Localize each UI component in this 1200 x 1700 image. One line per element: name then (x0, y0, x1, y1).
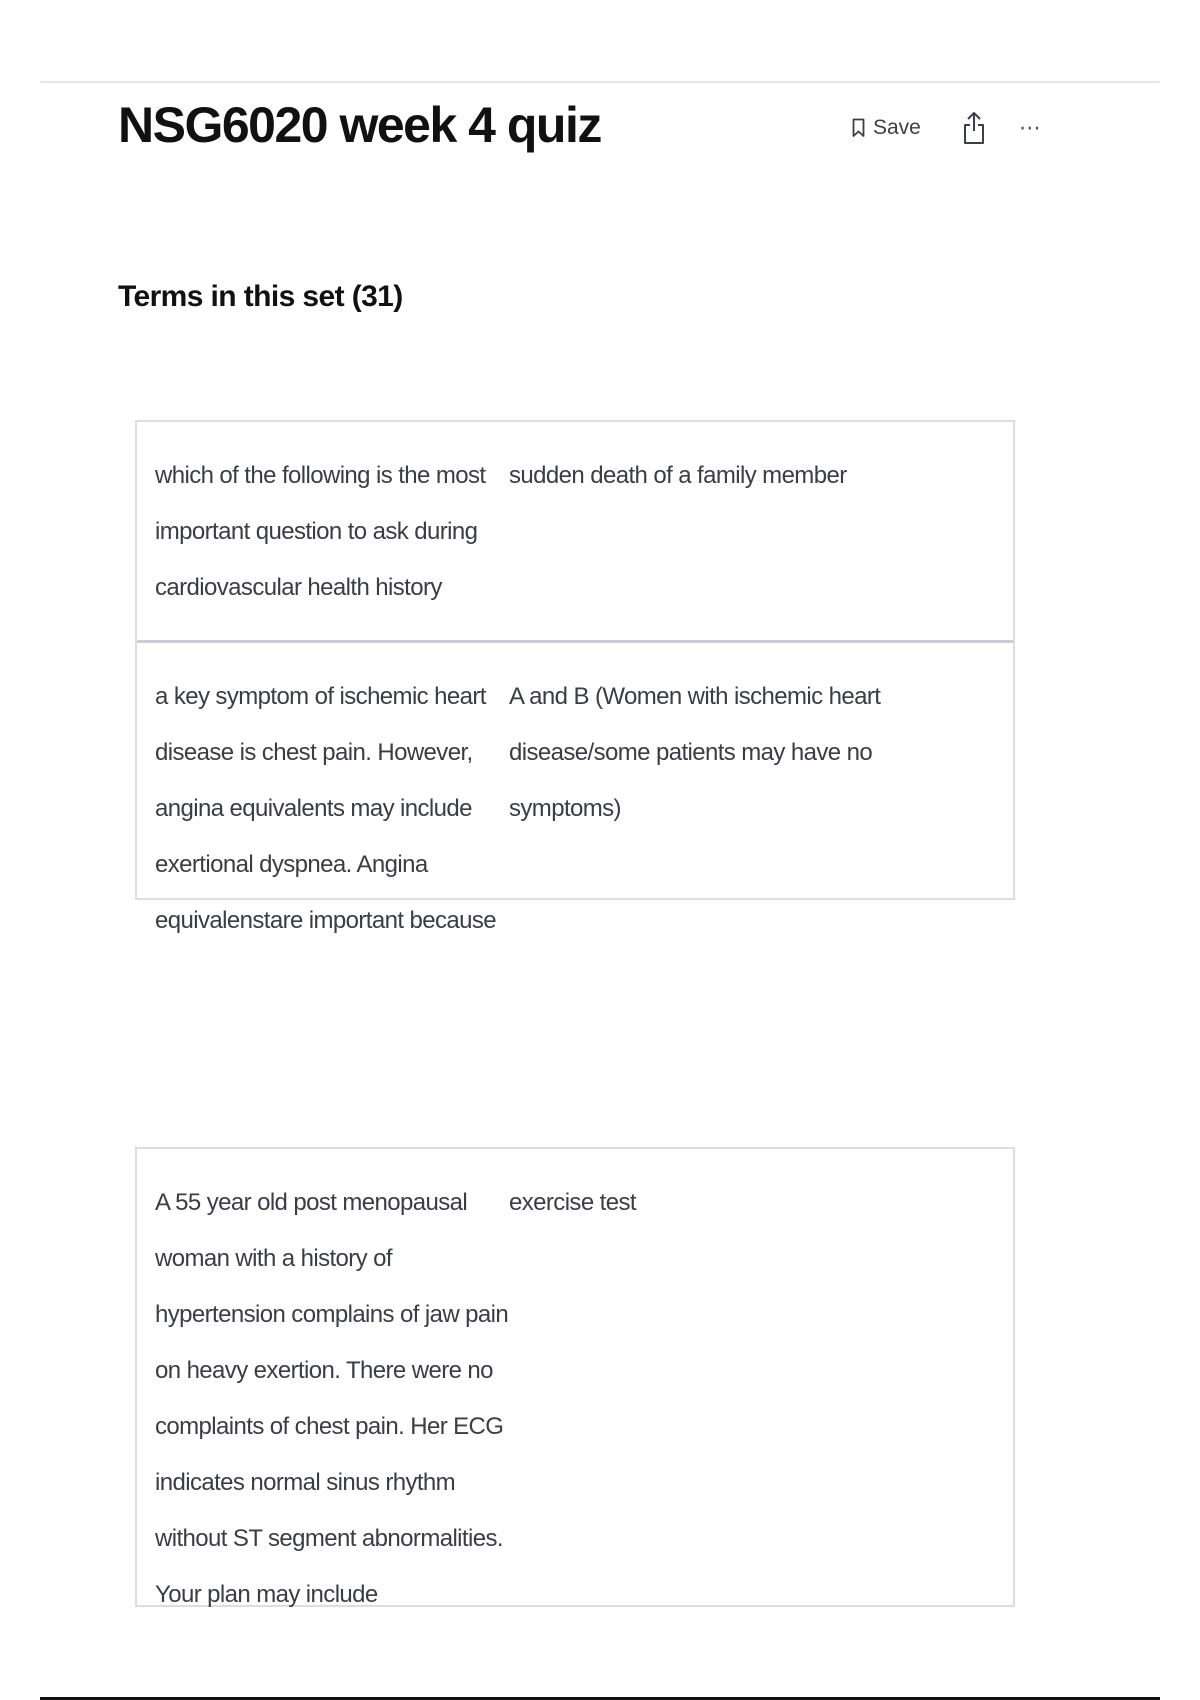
definition-text: A and B (Women with ischemic heart disease/some patients may have no symptoms) (509, 683, 881, 822)
term-row[interactable] (137, 1149, 1013, 1647)
definition-text: sudden death of a family member (509, 462, 847, 489)
terms-heading: Terms in this set (31) (118, 280, 403, 313)
save-label: Save (873, 116, 921, 139)
share-icon (963, 111, 985, 145)
term-card (135, 420, 1015, 934)
header-actions (852, 108, 1042, 148)
save-button[interactable] (852, 116, 921, 140)
term-row[interactable] (137, 640, 1013, 973)
term-card (135, 1147, 1015, 1607)
page-title: NSG6020 week 4 quiz (118, 97, 601, 153)
more-icon: ⋯ (1018, 115, 1042, 140)
bookmark-icon (852, 118, 865, 138)
term-text: A 55 year old post menopausal woman with a history of hypertension complains of jaw pain on heavy exertion. There were no complaints of chest pain. Her ECG indicates normal sinus rhythm without ST segment abnormalities. Your plan may include (155, 1189, 509, 1608)
top-divider (40, 81, 1160, 83)
share-button[interactable] (963, 111, 985, 145)
term-text: which of the following is the most important question to ask during cardiovascular health history (155, 462, 486, 601)
definition-text: exercise test (509, 1189, 636, 1216)
term-text: a key symptom of ischemic heart disease is chest pain. However, angina equivalents may include exertional dyspnea. Angina equivalenstare important because (155, 683, 497, 934)
term-row[interactable] (137, 422, 1013, 640)
more-options-button[interactable] (1019, 117, 1042, 139)
